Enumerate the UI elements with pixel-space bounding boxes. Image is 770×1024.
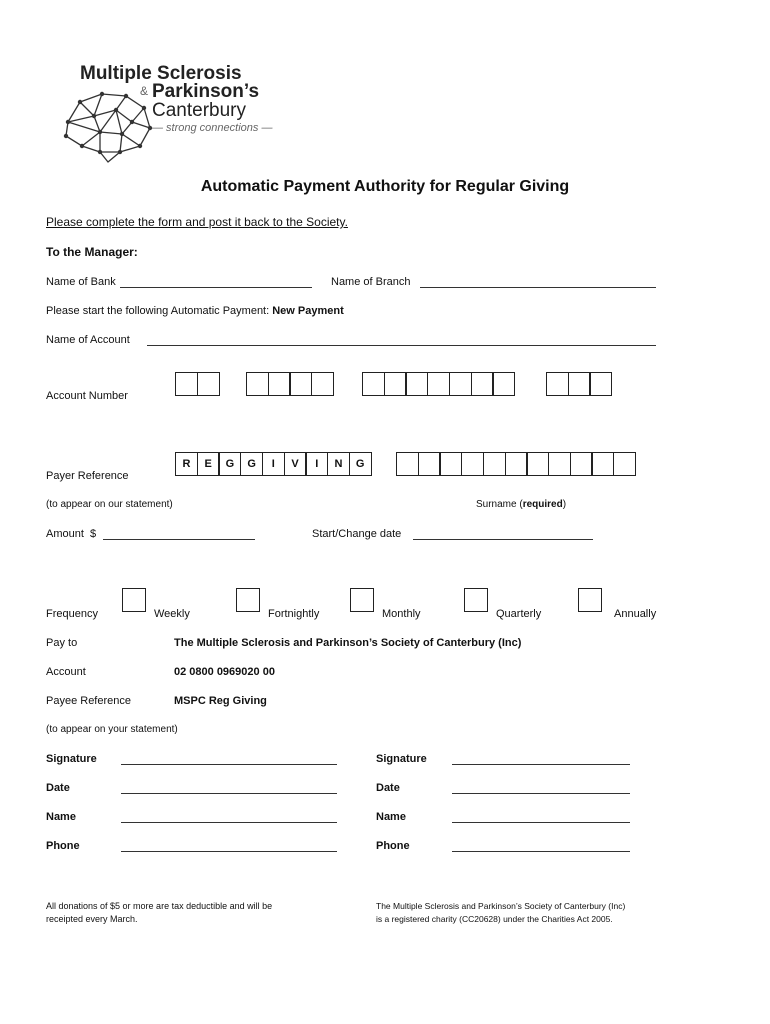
right-name-field[interactable] xyxy=(452,822,630,823)
page-title: Automatic Payment Authority for Regular Giving xyxy=(200,178,570,195)
footer-tax-note: All donations of $5 or more are tax deductible and will be receipted every March. xyxy=(46,901,273,924)
payer-reference-label: Payer Reference xyxy=(46,470,129,482)
ref-letter: I xyxy=(262,452,285,476)
ref-letter: G xyxy=(349,452,372,476)
weekly-checkbox[interactable] xyxy=(122,588,146,612)
start-payment-label: Please start the following Automatic Payment: xyxy=(46,305,270,317)
monthly-option: Monthly xyxy=(382,608,421,620)
pay-to-value: The Multiple Sclerosis and Parkinson’s Society of Canterbury (Inc) xyxy=(174,637,522,649)
start-payment-text xyxy=(46,305,344,317)
quarterly-option: Quarterly xyxy=(496,608,542,620)
name-of-account-field[interactable] xyxy=(147,345,656,346)
left-name-label: Name xyxy=(46,811,76,823)
start-payment-type: New Payment xyxy=(272,305,344,317)
right-signature-label: Signature xyxy=(376,753,427,765)
left-signature-label: Signature xyxy=(46,753,97,765)
payee-reference-label: Payee Reference xyxy=(46,695,131,707)
footer-charity-note: The Multiple Sclerosis and Parkinson’s Society of Canterbury (Inc) is a registered charity (CC20628) under the Charities Act 2005. xyxy=(376,901,626,924)
amount-label: Amount $ xyxy=(46,528,97,540)
ref-letter: E xyxy=(197,452,220,476)
quarterly-checkbox[interactable] xyxy=(464,588,488,612)
payee-reference-value: MSPC Reg Giving xyxy=(174,695,267,707)
left-date-label: Date xyxy=(46,782,70,794)
ref-letter: I xyxy=(305,452,328,476)
payee-reference-note: (to appear on your statement) xyxy=(46,724,178,735)
surname-boxes[interactable] xyxy=(396,452,636,476)
amount-field[interactable] xyxy=(103,539,255,540)
surname-label: Surname (required) xyxy=(476,499,567,510)
logo-line2: Parkinson’s xyxy=(152,81,260,102)
start-change-date-label: Start/Change date xyxy=(312,528,402,540)
logo-amp: & xyxy=(140,84,149,98)
name-of-account-label: Name of Account xyxy=(46,334,130,346)
fortnightly-option: Fortnightly xyxy=(268,608,320,620)
right-date-label: Date xyxy=(376,782,400,794)
name-of-bank-field[interactable] xyxy=(120,287,312,288)
account-body-boxes[interactable] xyxy=(362,372,515,396)
left-date-field[interactable] xyxy=(121,793,337,794)
right-phone-label: Phone xyxy=(376,840,410,852)
annually-option: Annually xyxy=(614,608,657,620)
fortnightly-checkbox[interactable] xyxy=(236,588,260,612)
name-of-bank-label: Name of Bank xyxy=(46,276,116,288)
pay-to-label: Pay to xyxy=(46,637,78,649)
instruction-text: Please complete the form and post it back to the Society. xyxy=(46,215,348,229)
to-manager-heading: To the Manager: xyxy=(46,245,138,259)
weekly-option: Weekly xyxy=(154,608,190,620)
ref-letter: V xyxy=(284,452,307,476)
right-signature-field[interactable] xyxy=(452,764,630,765)
account-bank-code-boxes[interactable] xyxy=(175,372,220,396)
ref-letter: R xyxy=(175,452,198,476)
name-of-branch-field[interactable] xyxy=(420,287,656,288)
account-label: Account xyxy=(46,666,86,678)
monthly-checkbox[interactable] xyxy=(350,588,374,612)
logo-tagline: — strong connections — xyxy=(152,122,273,134)
frequency-label: Frequency xyxy=(46,608,98,620)
left-name-field[interactable] xyxy=(121,822,337,823)
ref-letter: N xyxy=(327,452,350,476)
currency-symbol: $ xyxy=(90,528,97,540)
annually-checkbox[interactable] xyxy=(578,588,602,612)
payer-reference-note: (to appear on our statement) xyxy=(46,499,173,510)
account-suffix-boxes[interactable] xyxy=(546,372,612,396)
name-of-branch-label: Name of Branch xyxy=(331,276,411,288)
right-date-field[interactable] xyxy=(452,793,630,794)
brain-network-icon xyxy=(60,88,156,168)
payer-reference-boxes xyxy=(175,452,372,476)
right-name-label: Name xyxy=(376,811,406,823)
left-signature-field[interactable] xyxy=(121,764,337,765)
account-branch-boxes[interactable] xyxy=(246,372,334,396)
ref-letter: G xyxy=(218,452,241,476)
right-phone-field[interactable] xyxy=(452,851,630,852)
left-phone-label: Phone xyxy=(46,840,80,852)
account-number-label: Account Number xyxy=(46,390,128,402)
ref-letter: G xyxy=(240,452,263,476)
logo-line3: Canterbury xyxy=(152,100,246,121)
left-phone-field[interactable] xyxy=(121,851,337,852)
start-change-date-field[interactable] xyxy=(413,539,593,540)
account-value: 02 0800 0969020 00 xyxy=(174,666,275,678)
logo-line1: Multiple Sclerosis xyxy=(80,63,242,84)
